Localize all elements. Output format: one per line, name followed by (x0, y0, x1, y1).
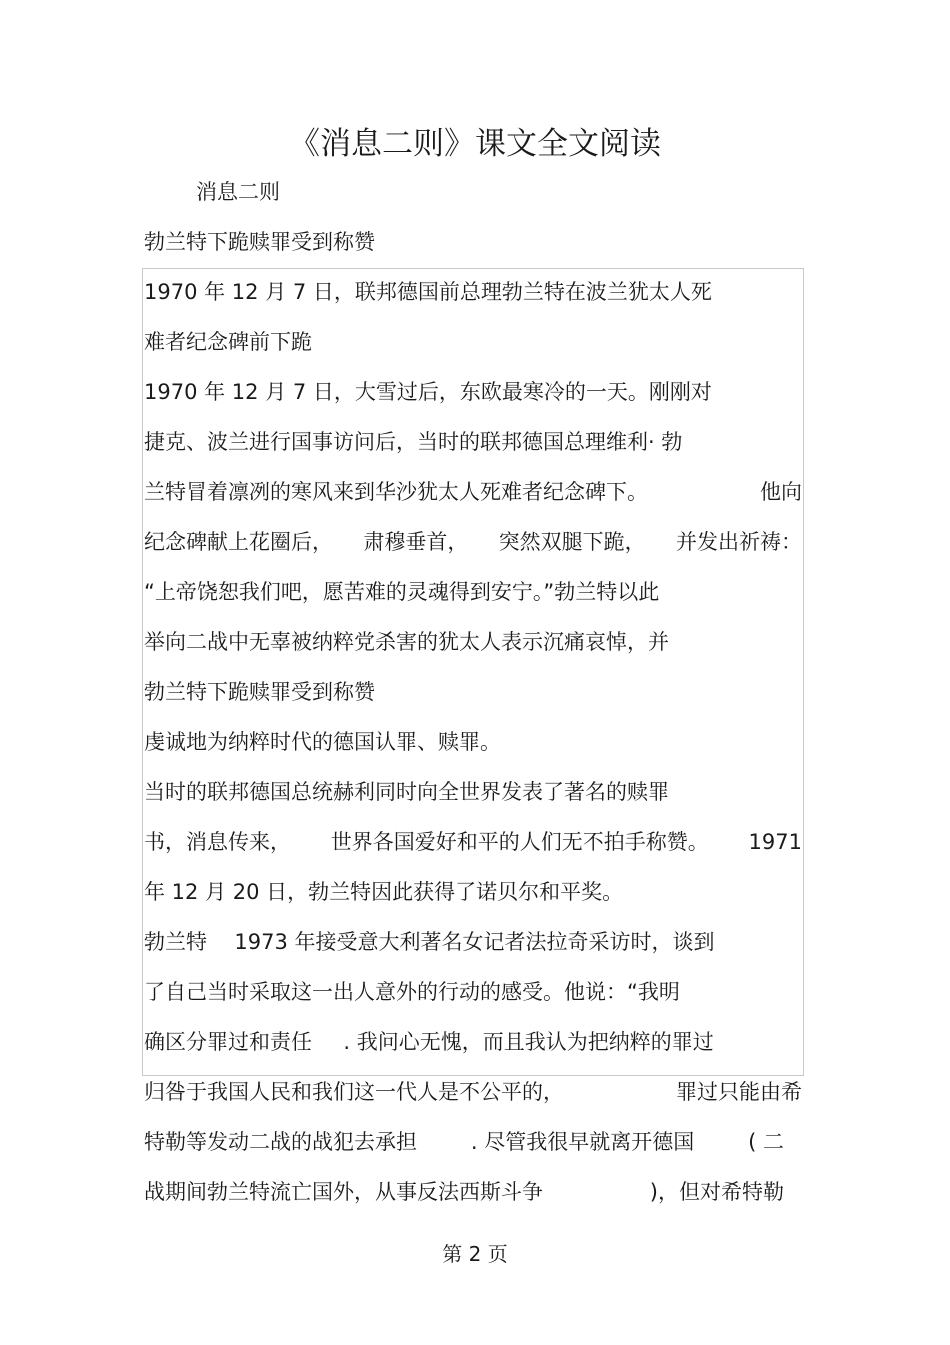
paragraph-line (144, 1078, 802, 1106)
line-segment: 战期间勃兰特流亡国外，从事反法西斯斗争 (144, 1180, 543, 1204)
paragraph-line: 难者纪念碑前下跪 (144, 330, 312, 354)
line-segment: 并发出祈祷： (675, 530, 802, 554)
line-segment: 书，消息传来， (144, 830, 291, 854)
paragraph-line: 当时的联邦德国总统赫利同时向全世界发表了著名的赎罪 (144, 780, 669, 804)
line-segment: 兰特冒着凛冽的寒风来到华沙犹太人死难者纪念碑下。 (144, 480, 648, 504)
paragraph-line (144, 1178, 784, 1206)
line-segment: 肃穆垂首， (363, 530, 469, 554)
line-segment: 世界各国爱好和平的人们无不拍手称赞。 (330, 830, 709, 854)
paragraph-line: 捷克、波兰进行国事访问后，当时的联邦德国总理维利· 勃 (144, 430, 683, 454)
paragraph-line: 年 12 月 20 日，勃兰特因此获得了诺贝尔和平奖。 (144, 880, 624, 904)
headline: 勃兰特下跪赎罪受到称赞 (144, 230, 375, 254)
line-segment: 纪念碑献上花圈后， (144, 530, 333, 554)
page-number: 第 2 页 (442, 1242, 508, 1266)
line-segment: 罪过只能由希 (676, 1080, 802, 1104)
paragraph-line: “上帝饶恕我们吧，愿苦难的灵魂得到安宁。”勃兰特以此 (144, 580, 660, 604)
line-segment: 他向 (760, 480, 802, 504)
line-segment: . 我问心无愧，而且我认为把纳粹的罪过 (343, 1030, 714, 1054)
paragraph-line: 了自己当时采取这一出人意外的行动的感受。他说：“我明 (144, 980, 680, 1004)
line-segment: 1973 年接受意大利著名女记者法拉奇采访时，谈到 (234, 930, 715, 954)
line-segment: ( 二 (748, 1130, 784, 1154)
paragraph-line (144, 478, 802, 506)
paragraph-line (144, 528, 802, 556)
paragraph-line (144, 928, 715, 956)
line-segment: 突然双腿下跪， (498, 530, 646, 554)
line-segment: 特勒等发动二战的战犯去承担 (144, 1130, 417, 1154)
subtitle: 消息二则 (196, 180, 280, 204)
line-segment: 1971 (748, 830, 802, 854)
repeated-headline: 勃兰特下跪赎罪受到称赞 (144, 680, 375, 704)
paragraph-line (144, 1128, 784, 1156)
paragraph-line: 举向二战中无辜被纳粹党杀害的犹太人表示沉痛哀悼，并 (144, 630, 669, 654)
line-segment: 归咎于我国人民和我们这一代人是不公平的， (144, 1080, 564, 1104)
line-segment: 勃兰特 (144, 930, 207, 954)
paragraph-line: 1970 年 12 月 7 日，大雪过后，东欧最寒冷的一天。刚刚对 (144, 380, 712, 404)
line-segment: . 尽管我很早就离开德国 (470, 1130, 695, 1154)
paragraph-line: 虔诚地为纳粹时代的德国认罪、赎罪。 (144, 730, 501, 754)
paragraph-line (144, 1028, 714, 1056)
paragraph-line: 1970 年 12 月 7 日，联邦德国前总理勃兰特在波兰犹太人死 (144, 280, 712, 304)
line-segment: 确区分罪过和责任 (144, 1030, 312, 1054)
line-segment: )，但对希特勒 (649, 1180, 784, 1204)
paragraph-line (144, 828, 802, 856)
document-title: 《消息二则》课文全文阅读 (289, 126, 661, 162)
